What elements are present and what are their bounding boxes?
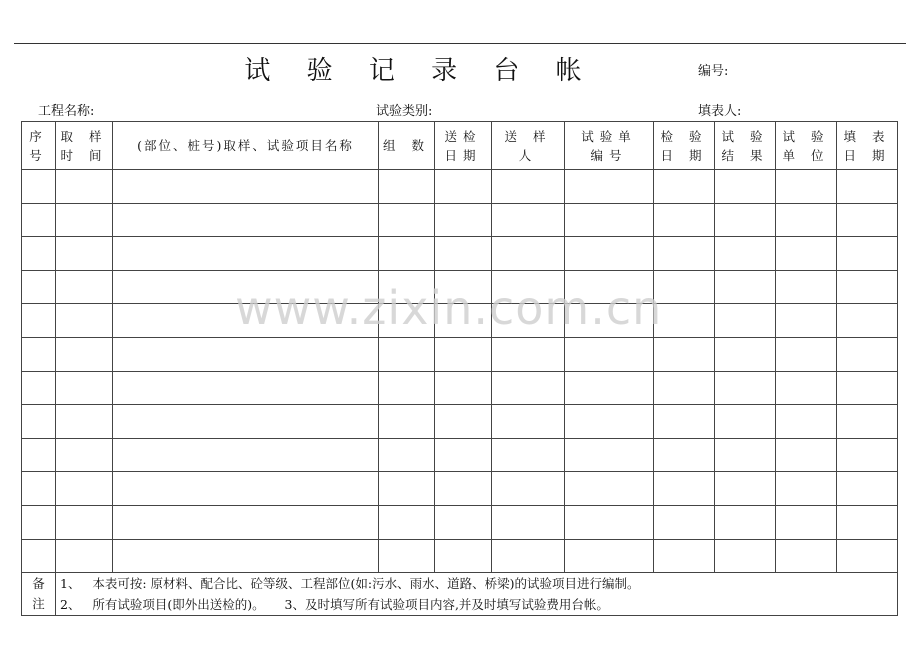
column-header-line1: 试 验 [721, 128, 769, 144]
table-cell[interactable] [492, 170, 565, 204]
table-cell[interactable] [435, 371, 492, 405]
table-cell[interactable] [113, 170, 379, 204]
column-header-line2: 日 期 [660, 147, 708, 163]
table-cell[interactable] [56, 170, 113, 204]
table-cell[interactable] [56, 237, 113, 271]
table-row [22, 539, 898, 573]
column-header-6 [492, 122, 565, 170]
column-header-line1: 序 [29, 128, 48, 144]
table-cell[interactable] [654, 472, 715, 506]
column-header-7 [565, 122, 654, 170]
column-header-line1: 试 验 [782, 128, 830, 144]
watermark: www.zixin.com.cn [235, 281, 663, 335]
table-cell[interactable] [715, 170, 776, 204]
table-cell[interactable] [435, 472, 492, 506]
note-line-2: 2、 所有试验项目(即外出送检的)。 3、及时填写所有试验项目内容,并及时填写试验费用台帐。 [60, 597, 609, 613]
table-cell[interactable] [435, 505, 492, 539]
table-cell[interactable] [837, 539, 898, 573]
table-cell[interactable] [379, 237, 435, 271]
column-header-4 [379, 122, 435, 170]
table-cell[interactable] [435, 237, 492, 271]
table-cell[interactable] [492, 438, 565, 472]
table-cell[interactable] [565, 472, 654, 506]
table-cell[interactable] [379, 170, 435, 204]
column-header-line1: 试验单 [581, 128, 637, 144]
notes-label-line1: 备 [32, 576, 45, 592]
serial-number-label: 编号: [698, 64, 729, 79]
table-cell[interactable] [565, 371, 654, 405]
table-cell[interactable] [492, 505, 565, 539]
table-cell[interactable] [776, 539, 837, 573]
table-cell[interactable] [379, 203, 435, 237]
table-cell[interactable] [715, 472, 776, 506]
table-cell[interactable] [22, 304, 56, 338]
column-header-line1: 取 样 [60, 128, 108, 144]
table-cell[interactable] [56, 304, 113, 338]
table-cell[interactable] [565, 505, 654, 539]
table-cell[interactable] [654, 170, 715, 204]
table-cell[interactable] [435, 539, 492, 573]
table-cell[interactable] [379, 539, 435, 573]
table-cell[interactable] [56, 405, 113, 439]
notes-text [56, 573, 898, 616]
column-header-line2: 编号 [590, 147, 628, 163]
table-row [22, 405, 898, 439]
table-row [22, 371, 898, 405]
table-cell[interactable] [492, 371, 565, 405]
column-header-1 [22, 122, 56, 170]
table-cell[interactable] [776, 170, 837, 204]
column-header-5 [435, 122, 492, 170]
table-cell[interactable] [715, 539, 776, 573]
filler-label: 填表人: [698, 104, 742, 119]
table-cell[interactable] [56, 505, 113, 539]
table-cell[interactable] [492, 472, 565, 506]
table-cell[interactable] [113, 371, 379, 405]
table-cell[interactable] [837, 237, 898, 271]
column-header-line1: 送检 [444, 128, 482, 144]
table-cell[interactable] [435, 405, 492, 439]
table-cell[interactable] [715, 505, 776, 539]
column-header-line2: 号 [29, 147, 48, 163]
table-cell[interactable] [715, 270, 776, 304]
table-cell[interactable] [22, 170, 56, 204]
table-cell[interactable] [565, 203, 654, 237]
table-cell[interactable] [113, 203, 379, 237]
table-cell[interactable] [113, 405, 379, 439]
page-title: 试 验 记 录 台 帐 [244, 56, 596, 86]
column-header-3 [113, 122, 379, 170]
table-cell[interactable] [776, 405, 837, 439]
notes-label-line2: 注 [32, 596, 45, 612]
column-header-2 [56, 122, 113, 170]
table-cell[interactable] [379, 405, 435, 439]
notes-label [22, 573, 56, 616]
table-cell[interactable] [715, 371, 776, 405]
table-cell[interactable] [654, 371, 715, 405]
table-cell[interactable] [715, 304, 776, 338]
table-cell[interactable] [776, 270, 837, 304]
table-row [22, 505, 898, 539]
column-header-11 [837, 122, 898, 170]
test-type-label: 试验类别: [376, 104, 433, 119]
column-header-line2: 日期 [444, 147, 482, 163]
table-row [22, 472, 898, 506]
table-cell[interactable] [654, 337, 715, 371]
table-cell[interactable] [492, 539, 565, 573]
table-cell[interactable] [565, 237, 654, 271]
table-header-row [22, 122, 898, 170]
table-cell[interactable] [56, 203, 113, 237]
table-cell[interactable] [715, 203, 776, 237]
column-header-line1: 填 表 [843, 128, 891, 144]
table-cell[interactable] [565, 405, 654, 439]
table-cell[interactable] [715, 438, 776, 472]
table-cell[interactable] [715, 337, 776, 371]
table-cell[interactable] [837, 371, 898, 405]
table-cell[interactable] [837, 505, 898, 539]
column-header-8 [654, 122, 715, 170]
column-header-line2: 结 果 [721, 147, 769, 163]
table-row [22, 438, 898, 472]
table-cell[interactable] [492, 237, 565, 271]
table-cell[interactable] [776, 337, 837, 371]
table-cell[interactable] [22, 438, 56, 472]
column-header-line1: (部位、桩号)取样、试验项目名称 [137, 138, 354, 153]
table-cell[interactable] [56, 539, 113, 573]
table-cell[interactable] [492, 337, 565, 371]
table-cell[interactable] [654, 304, 715, 338]
table-cell[interactable] [654, 405, 715, 439]
table-cell[interactable] [654, 539, 715, 573]
test-record-table [21, 121, 898, 616]
table-cell[interactable] [113, 505, 379, 539]
table-cell[interactable] [492, 203, 565, 237]
notes-row [22, 573, 898, 616]
table-cell[interactable] [654, 203, 715, 237]
table-cell[interactable] [837, 304, 898, 338]
table-cell[interactable] [56, 472, 113, 506]
column-header-line1: 检 验 [660, 128, 708, 144]
table-cell[interactable] [113, 438, 379, 472]
table-cell[interactable] [22, 472, 56, 506]
column-header-9 [715, 122, 776, 170]
table-cell[interactable] [22, 539, 56, 573]
table-cell[interactable] [776, 472, 837, 506]
column-header-line1: 送 样 [504, 128, 552, 144]
table-cell[interactable] [379, 337, 435, 371]
project-name-label: 工程名称: [38, 104, 95, 119]
table-cell[interactable] [654, 237, 715, 271]
table-cell[interactable] [22, 203, 56, 237]
table-cell[interactable] [837, 438, 898, 472]
table-cell[interactable] [113, 472, 379, 506]
table-cell[interactable] [435, 438, 492, 472]
top-rule [14, 43, 906, 44]
table-cell[interactable] [22, 270, 56, 304]
table-cell[interactable] [837, 337, 898, 371]
table-row [22, 337, 898, 371]
table-cell[interactable] [113, 539, 379, 573]
table-cell[interactable] [837, 405, 898, 439]
table-cell[interactable] [837, 472, 898, 506]
table-cell[interactable] [837, 170, 898, 204]
column-header-line2: 人 [518, 147, 538, 163]
table-cell[interactable] [379, 472, 435, 506]
table-cell[interactable] [22, 371, 56, 405]
table-cell[interactable] [435, 203, 492, 237]
table-cell[interactable] [776, 438, 837, 472]
table-cell[interactable] [113, 237, 379, 271]
table-cell[interactable] [565, 170, 654, 204]
table-cell[interactable] [113, 337, 379, 371]
table-cell[interactable] [435, 337, 492, 371]
table-cell[interactable] [776, 505, 837, 539]
table-cell[interactable] [22, 337, 56, 371]
table-cell[interactable] [715, 237, 776, 271]
table-cell[interactable] [715, 405, 776, 439]
note-line-1: 1、 本表可按: 原材料、配合比、砼等级、工程部位(如:污水、雨水、道路、桥梁)的试验项目进行编制。 [60, 576, 640, 592]
table-cell[interactable] [837, 270, 898, 304]
column-header-10 [776, 122, 837, 170]
table-cell[interactable] [379, 371, 435, 405]
table-row [22, 170, 898, 204]
column-header-line2: 单 位 [782, 147, 830, 163]
column-header-line2: 时 间 [60, 147, 108, 163]
table-cell[interactable] [837, 203, 898, 237]
column-header-line1: 组 数 [383, 138, 430, 153]
table-row [22, 203, 898, 237]
table-cell[interactable] [565, 337, 654, 371]
table-cell[interactable] [22, 237, 56, 271]
table-cell[interactable] [565, 539, 654, 573]
table-cell[interactable] [56, 337, 113, 371]
table-cell[interactable] [379, 438, 435, 472]
table-cell[interactable] [654, 270, 715, 304]
table-cell[interactable] [56, 270, 113, 304]
table-cell[interactable] [56, 371, 113, 405]
table-cell[interactable] [654, 505, 715, 539]
table-cell[interactable] [435, 170, 492, 204]
table-cell[interactable] [22, 405, 56, 439]
table-cell[interactable] [776, 203, 837, 237]
table-cell[interactable] [22, 505, 56, 539]
table-cell[interactable] [379, 505, 435, 539]
table-cell[interactable] [654, 438, 715, 472]
table-cell[interactable] [776, 304, 837, 338]
table-cell[interactable] [492, 405, 565, 439]
column-header-line2: 日 期 [843, 147, 891, 163]
table-cell[interactable] [565, 438, 654, 472]
table-cell[interactable] [56, 438, 113, 472]
table-row [22, 237, 898, 271]
table-cell[interactable] [776, 371, 837, 405]
table-cell[interactable] [776, 237, 837, 271]
